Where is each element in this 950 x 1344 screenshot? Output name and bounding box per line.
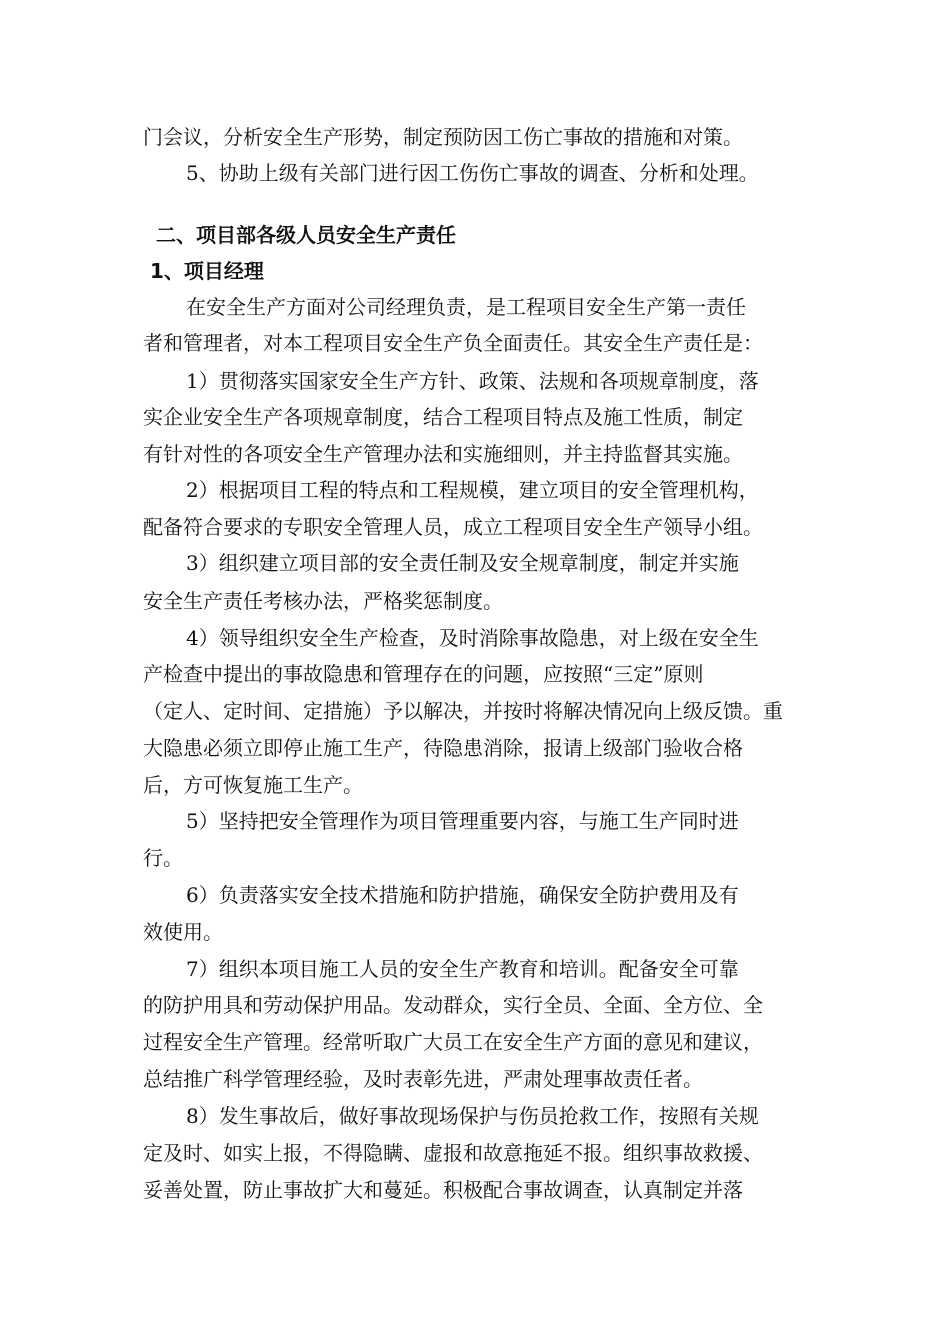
paragraph-line: 4）领导组织安全生产检查，及时消除事故隐患，对上级在安全生 [186,626,759,650]
paragraph-line: 3）组织建立项目部的安全责任制及安全规章制度，制定并实施 [186,551,739,575]
paragraph-line: 5、协助上级有关部门进行因工伤伤亡事故的调查、分析和处理。 [186,161,759,185]
paragraph-line: 定及时、如实上报，不得隐瞒、虚报和故意拖延不报。组织事故救援、 [143,1141,763,1165]
paragraph-line: 在安全生产方面对公司经理负责，是工程项目安全生产第一责任 [186,295,746,319]
paragraph-line: 配备符合要求的专职安全管理人员，成立工程项目安全生产领导小组。 [143,515,763,539]
paragraph-line: 门会议，分析安全生产形势，制定预防因工伤亡事故的措施和对策。 [143,125,743,149]
paragraph-line: 5）坚持把安全管理作为项目管理重要内容，与施工生产同时进 [186,809,739,833]
paragraph-line: 行。 [143,846,183,870]
paragraph-line: 1）贯彻落实国家安全生产方针、政策、法规和各项规章制度，落 [186,369,759,393]
paragraph-line: （定人、定时间、定措施）予以解决，并按时将解决情况向上级反馈。重 [143,699,783,723]
subsection-heading: 1、项目经理 [150,259,264,283]
paragraph-line: 的防护用具和劳动保护用品。发动群众，实行全员、全面、全方位、全 [143,993,763,1017]
paragraph-line: 安全生产责任考核办法，严格奖惩制度。 [143,589,503,613]
paragraph-line: 实企业安全生产各项规章制度，结合工程项目特点及施工性质，制定 [143,405,743,429]
paragraph-line: 过程安全生产管理。经常听取广大员工在安全生产方面的意见和建议， [143,1030,763,1054]
paragraph-line: 总结推广科学管理经验，及时表彰先进，严肃处理事故责任者。 [143,1067,703,1091]
section-heading: 二、项目部各级人员安全生产责任 [156,223,456,247]
paragraph-line: 大隐患必须立即停止施工生产，待隐患消除，报请上级部门验收合格 [143,736,743,760]
paragraph-line: 效使用。 [143,920,223,944]
paragraph-line: 后，方可恢复施工生产。 [143,773,363,797]
paragraph-line: 有针对性的各项安全生产管理办法和实施细则，并主持监督其实施。 [143,442,743,466]
paragraph-line: 产检查中提出的事故隐患和管理存在的问题，应按照“三定”原则 [143,662,704,686]
paragraph-line: 妥善处置，防止事故扩大和蔓延。积极配合事故调查，认真制定并落 [143,1178,743,1202]
paragraph-line: 7）组织本项目施工人员的安全生产教育和培训。配备安全可靠 [186,957,739,981]
paragraph-line: 2）根据项目工程的特点和工程规模，建立项目的安全管理机构， [186,478,759,502]
paragraph-line: 6）负责落实安全技术措施和防护措施，确保安全防护费用及有 [186,883,739,907]
paragraph-line: 8）发生事故后，做好事故现场保护与伤员抢救工作，按照有关规 [186,1104,759,1128]
paragraph-line: 者和管理者，对本工程项目安全生产负全面责任。其安全生产责任是： [143,331,763,355]
